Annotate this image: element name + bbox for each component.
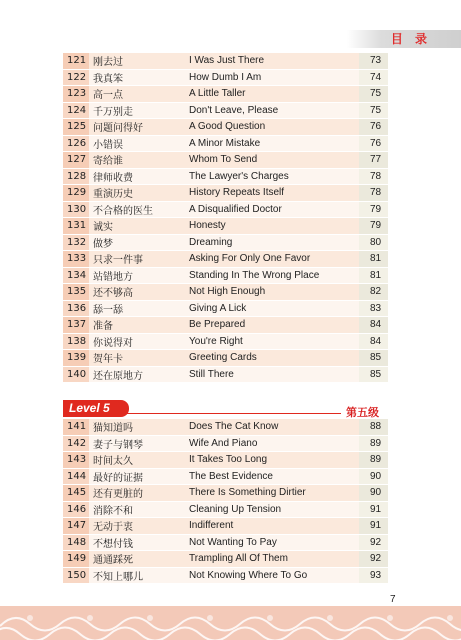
entry-page: 83	[359, 300, 388, 317]
entry-page: 88	[359, 419, 388, 435]
entry-page: 81	[359, 251, 388, 268]
entry-english-title: You're Right	[185, 333, 359, 350]
entry-english-title: There Is Something Dirtier	[185, 485, 359, 502]
table-row[interactable]	[63, 567, 388, 584]
table-row[interactable]	[63, 452, 388, 469]
table-row[interactable]	[63, 251, 388, 268]
entry-number: 140	[63, 366, 89, 383]
entry-english-title: Giving A Lick	[185, 300, 359, 317]
entry-chinese-title: 还有更脏的	[89, 485, 185, 502]
entry-page: 79	[359, 218, 388, 235]
entry-number: 144	[63, 468, 89, 485]
entry-english-title: Still There	[185, 366, 359, 383]
table-row[interactable]	[63, 435, 388, 452]
entry-english-title: A Little Taller	[185, 86, 359, 103]
entry-english-title: Be Prepared	[185, 317, 359, 334]
entry-number: 131	[63, 218, 89, 235]
entry-chinese-title: 寄给谁	[89, 152, 185, 169]
table-row[interactable]	[63, 468, 388, 485]
entry-english-title: Asking For Only One Favor	[185, 251, 359, 268]
entry-chinese-title: 站错地方	[89, 267, 185, 284]
table-row[interactable]	[63, 168, 388, 185]
entry-number: 133	[63, 251, 89, 268]
entry-chinese-title: 消除不和	[89, 501, 185, 518]
table-row[interactable]	[63, 551, 388, 568]
table-row[interactable]	[63, 300, 388, 317]
entry-page: 81	[359, 267, 388, 284]
entry-english-title: How Dumb I Am	[185, 69, 359, 86]
entry-english-title: Trampling All Of Them	[185, 551, 359, 568]
entry-number: 124	[63, 102, 89, 119]
entry-number: 127	[63, 152, 89, 169]
entry-page: 78	[359, 168, 388, 185]
entry-number: 126	[63, 135, 89, 152]
entry-english-title: Not Knowing Where To Go	[185, 567, 359, 584]
entry-chinese-title: 还在原地方	[89, 366, 185, 383]
table-row[interactable]	[63, 350, 388, 367]
entry-chinese-title: 高一点	[89, 86, 185, 103]
entry-page: 80	[359, 234, 388, 251]
toc-table-level4	[63, 53, 388, 383]
table-row[interactable]	[63, 201, 388, 218]
entry-english-title: Does The Cat Know	[185, 419, 359, 435]
entry-page: 78	[359, 185, 388, 202]
entry-number: 136	[63, 300, 89, 317]
entry-chinese-title: 只求一件事	[89, 251, 185, 268]
entry-english-title: Greeting Cards	[185, 350, 359, 367]
entry-number: 123	[63, 86, 89, 103]
level-divider	[123, 413, 341, 414]
entry-page: 89	[359, 452, 388, 469]
page-title: 目 录	[390, 32, 431, 46]
entry-number: 122	[63, 69, 89, 86]
entry-page: 90	[359, 468, 388, 485]
entry-page: 91	[359, 518, 388, 535]
entry-page: 84	[359, 317, 388, 334]
entry-number: 130	[63, 201, 89, 218]
table-row[interactable]	[63, 419, 388, 435]
entry-number: 125	[63, 119, 89, 136]
entry-number: 128	[63, 168, 89, 185]
entry-number: 129	[63, 185, 89, 202]
entry-number: 148	[63, 534, 89, 551]
entry-chinese-title: 做梦	[89, 234, 185, 251]
entry-chinese-title: 妻子与钢琴	[89, 435, 185, 452]
entry-english-title: A Minor Mistake	[185, 135, 359, 152]
entry-english-title: A Disqualified Doctor	[185, 201, 359, 218]
entry-english-title: A Good Question	[185, 119, 359, 136]
entry-chinese-title: 刚去过	[89, 53, 185, 69]
entry-english-title: It Takes Too Long	[185, 452, 359, 469]
entry-english-title: Honesty	[185, 218, 359, 235]
entry-number: 134	[63, 267, 89, 284]
table-row[interactable]	[63, 284, 388, 301]
entry-english-title: Whom To Send	[185, 152, 359, 169]
entry-page: 76	[359, 135, 388, 152]
entry-page: 82	[359, 284, 388, 301]
entry-page: 74	[359, 69, 388, 86]
table-row[interactable]	[63, 267, 388, 284]
entry-chinese-title: 不知上哪儿	[89, 567, 185, 584]
entry-page: 75	[359, 86, 388, 103]
entry-number: 135	[63, 284, 89, 301]
entry-chinese-title: 不想付钱	[89, 534, 185, 551]
table-row[interactable]	[63, 53, 388, 69]
table-row[interactable]	[63, 86, 388, 103]
table-row[interactable]	[63, 518, 388, 535]
entry-page: 75	[359, 102, 388, 119]
entry-english-title: Indifferent	[185, 518, 359, 535]
entry-page: 85	[359, 366, 388, 383]
entry-number: 142	[63, 435, 89, 452]
entry-chinese-title: 时间太久	[89, 452, 185, 469]
entry-english-title: The Lawyer's Charges	[185, 168, 359, 185]
entry-chinese-title: 小错误	[89, 135, 185, 152]
entry-english-title: Standing In The Wrong Place	[185, 267, 359, 284]
table-row[interactable]	[63, 234, 388, 251]
table-row[interactable]	[63, 218, 388, 235]
cloud-pattern-icon	[0, 606, 461, 640]
entry-english-title: I Was Just There	[185, 53, 359, 69]
table-row[interactable]	[63, 152, 388, 169]
table-row[interactable]	[63, 485, 388, 502]
table-row[interactable]	[63, 333, 388, 350]
entry-page: 77	[359, 152, 388, 169]
entry-english-title: History Repeats Itself	[185, 185, 359, 202]
entry-number: 143	[63, 452, 89, 469]
entry-chinese-title: 你说得对	[89, 333, 185, 350]
entry-chinese-title: 我真笨	[89, 69, 185, 86]
entry-number: 141	[63, 419, 89, 435]
entry-chinese-title: 律师收费	[89, 168, 185, 185]
entry-page: 92	[359, 534, 388, 551]
entry-number: 150	[63, 567, 89, 584]
entry-english-title: The Best Evidence	[185, 468, 359, 485]
table-row[interactable]	[63, 185, 388, 202]
entry-chinese-title: 问题问得好	[89, 119, 185, 136]
entry-chinese-title: 通通踩死	[89, 551, 185, 568]
entry-page: 91	[359, 501, 388, 518]
entry-number: 121	[63, 53, 89, 69]
entry-chinese-title: 舔一舔	[89, 300, 185, 317]
entry-number: 146	[63, 501, 89, 518]
entry-number: 145	[63, 485, 89, 502]
entry-chinese-title: 最好的证据	[89, 468, 185, 485]
table-row[interactable]	[63, 119, 388, 136]
table-row[interactable]	[63, 317, 388, 334]
entry-number: 132	[63, 234, 89, 251]
entry-chinese-title: 准备	[89, 317, 185, 334]
entry-chinese-title: 贺年卡	[89, 350, 185, 367]
entry-chinese-title: 重演历史	[89, 185, 185, 202]
entry-page: 85	[359, 350, 388, 367]
entry-english-title: Wife And Piano	[185, 435, 359, 452]
entry-page: 92	[359, 551, 388, 568]
entry-page: 79	[359, 201, 388, 218]
entry-chinese-title: 猫知道吗	[89, 419, 185, 435]
entry-number: 139	[63, 350, 89, 367]
entry-english-title: Cleaning Up Tension	[185, 501, 359, 518]
entry-chinese-title: 不合格的医生	[89, 201, 185, 218]
entry-number: 147	[63, 518, 89, 535]
entry-chinese-title: 千万别走	[89, 102, 185, 119]
entry-chinese-title: 诚实	[89, 218, 185, 235]
table-row[interactable]	[63, 366, 388, 383]
level-chinese-label: 第五级	[346, 406, 379, 419]
entry-chinese-title: 还不够高	[89, 284, 185, 301]
table-row[interactable]	[63, 69, 388, 86]
entry-page: 76	[359, 119, 388, 136]
entry-english-title: Not High Enough	[185, 284, 359, 301]
page-number: 7	[390, 594, 396, 605]
table-row[interactable]	[63, 135, 388, 152]
level-badge: Level 5	[63, 400, 129, 417]
entry-page: 73	[359, 53, 388, 69]
entry-english-title: Dreaming	[185, 234, 359, 251]
entry-page: 84	[359, 333, 388, 350]
entry-page: 89	[359, 435, 388, 452]
table-row[interactable]	[63, 102, 388, 119]
table-row[interactable]	[63, 501, 388, 518]
entry-page: 93	[359, 567, 388, 584]
toc-table-level5	[63, 419, 388, 584]
entry-english-title: Don't Leave, Please	[185, 102, 359, 119]
table-row[interactable]	[63, 534, 388, 551]
entry-english-title: Not Wanting To Pay	[185, 534, 359, 551]
entry-number: 138	[63, 333, 89, 350]
entry-number: 137	[63, 317, 89, 334]
decorative-footer	[0, 606, 461, 640]
entry-number: 149	[63, 551, 89, 568]
entry-chinese-title: 无动于衷	[89, 518, 185, 535]
entry-page: 90	[359, 485, 388, 502]
